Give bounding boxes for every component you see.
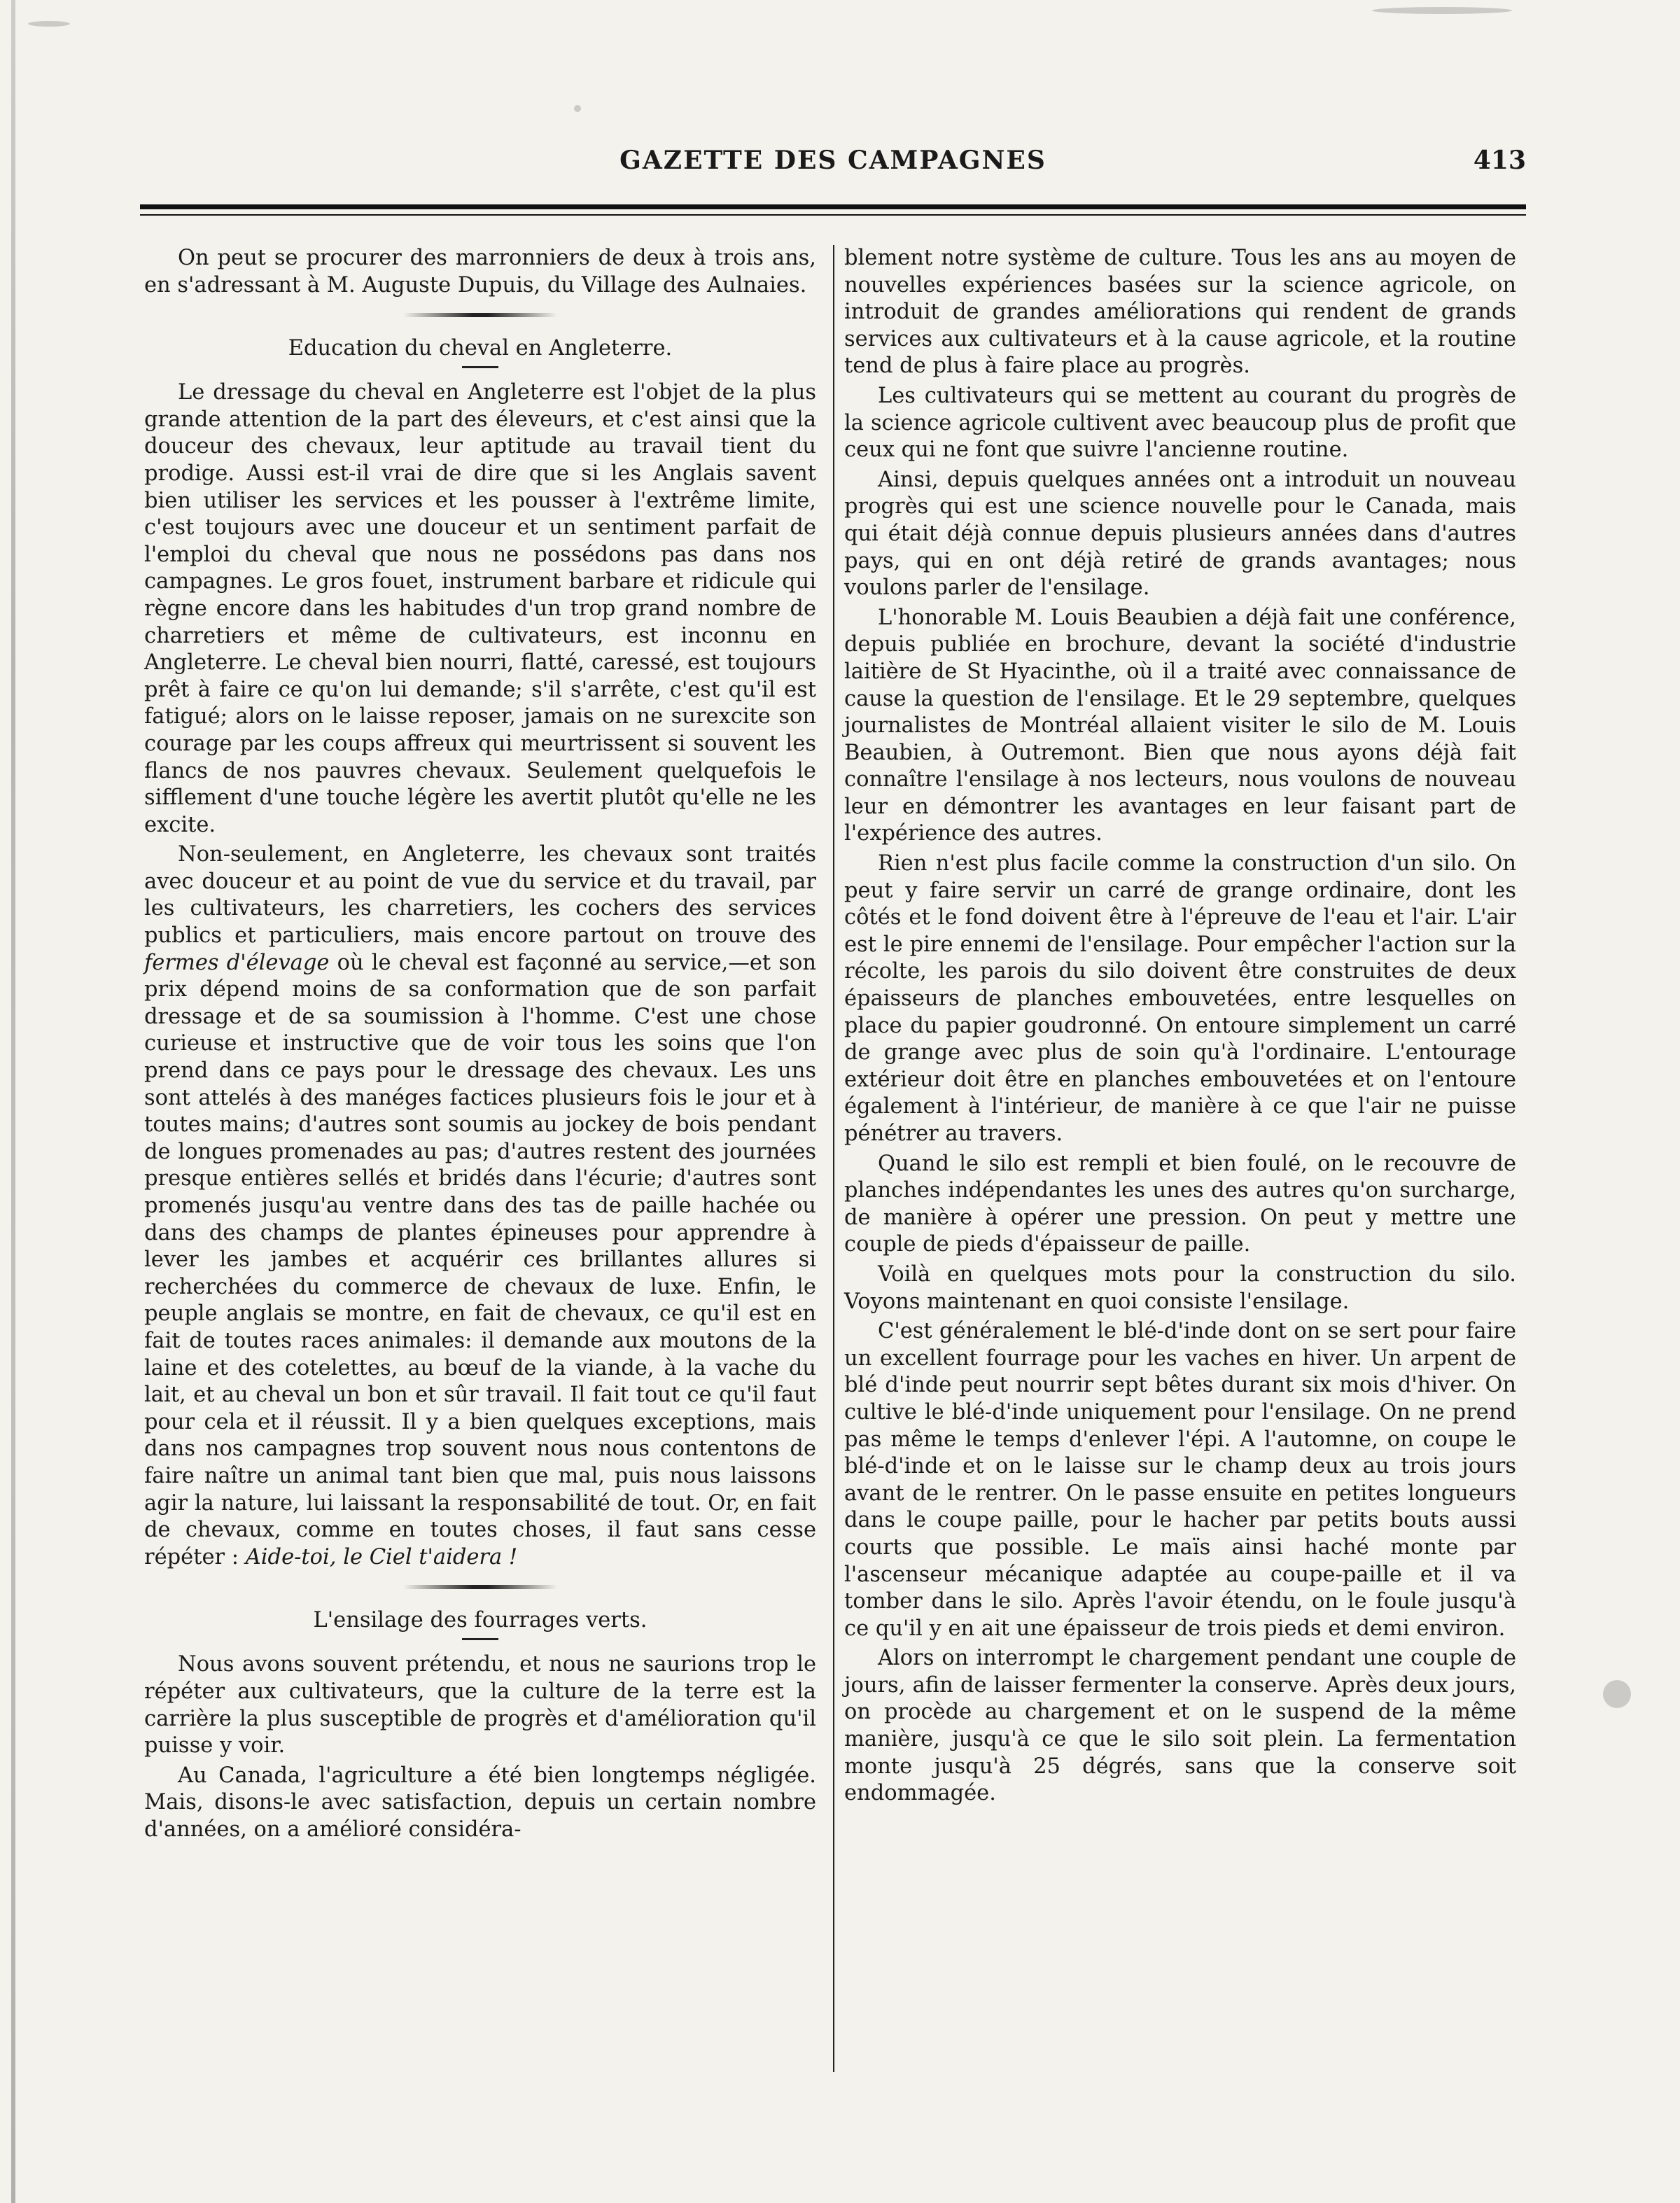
column-divider	[833, 245, 834, 2072]
paragraph: Au Canada, l'agriculture a été bien longtemps négligée. Mais, disons-le avec satisfaction, depuis un certain nombre d'années, on a amélioré considéra-	[144, 1763, 816, 1842]
header-rule	[140, 204, 1526, 209]
print-noise	[1372, 7, 1512, 14]
paragraph: blement notre système de culture. Tous les ans au moyen de nouvelles expériences basées sur la science agricole, on introduit de grandes améliorations qui rendent de grands services aux cultivateurs et à la cause agricole, et la routine tend de plus à faire place au progrès.	[844, 246, 1516, 379]
title-dash	[462, 1638, 498, 1640]
text-run: Non-seulement, en Angleterre, les chevaux sont traités avec douceur et au point de vue du service et du travail, par les cultivateurs, les charretiers, les cochers des services publics et particuliers, mais encore partout on trouve des	[144, 842, 816, 949]
print-noise	[28, 21, 70, 27]
paragraph: Voilà en quelques mots pour la construction du silo. Voyons maintenant en quoi consiste l'ensilage.	[844, 1261, 1516, 1314]
paragraph: Le dressage du cheval en Angleterre est l'objet de la plus grande attention de la part des éleveurs, et c'est ainsi que la douceur des chevaux, leur aptitude au travail tient du prodige. Aussi est-il vrai de dire que si les Anglais savent bien utiliser les services et les pousser à l'extrême limite, c'est toujours avec une douceur et un sentiment parfait de l'emploi du cheval que nous ne possédons pas dans nos campagnes. Le gros fouet, instrument barbare et ridicule qui règne encore dans les habitudes d'un trop grand nombre de charretiers et même de cultivateurs, est inconnu en Angleterre. Le cheval bien nourri, flatté, caressé, est toujours prêt à faire ce qu'on lui demande; s'il s'arrête, c'est qu'il est fatigué; alors on le laisse reposer, jamais on ne surexcite son courage par les coups affreux qui meurtrissent si souvent les flancs de nos pauvres chevaux. Seulement quelquefois le sifflement d'une touche légère les avertit plutôt qu'elle ne les excite.	[144, 380, 816, 837]
paragraph	[144, 841, 816, 1571]
paragraph: C'est généralement le blé-d'inde dont on se sert pour faire un excellent fourrage pour les vaches en hiver. Un arpent de blé d'inde peut nourrir sept bêtes durant six mois d'hiver. On cultive le blé-d'inde uniquement pour l'ensilage. On ne prend pas même le temps d'enlever l'épi. A l'automne, on coupe le blé-d'inde et on le laisse sur le champ deux au trois jours avant de le rentrer. On le passe ensuite en petites longueurs dans le coupe paille, pour le hacher par petits bouts aussi courts que possible. Le maïs ainsi haché monte par l'ascenseur mécanique adaptée au coupe-paille et il va tomber dans le silo. Après l'avoir étendu, on le foule jusqu'à ce qu'il y en ait une épaisseur de trois pieds et demi environ.	[844, 1319, 1516, 1641]
title-dash	[462, 366, 498, 368]
emphasis: fermes d'élevage	[144, 950, 330, 975]
page-header	[140, 140, 1526, 182]
left-column	[144, 245, 816, 1846]
paragraph: Ainsi, depuis quelques années ont a introduit un nouveau progrès qui est une science nouvelle pour le Canada, mais qui était déjà connue depuis plusieurs années dans d'autres pays, qui en ont déjà retiré de grands avantages; nous voulons parler de l'ensilage.	[844, 467, 1516, 601]
section-ornament	[403, 1585, 557, 1589]
section-title-ensilage: L'ensilage des fourrages verts.	[313, 1608, 648, 1633]
motto: Aide-toi, le Ciel t'aidera !	[245, 1544, 518, 1569]
publication-title: GAZETTE DES CAMPAGNES	[620, 146, 1046, 175]
page-edge	[11, 0, 15, 2203]
paragraph: Quand le silo est rempli et bien foulé, on le recouvre de planches indépendantes les unes des autres qu'on surcharge, de manière à opérer une pression. On peut y mettre une couple de pieds d'épaisseur de paille.	[844, 1151, 1516, 1257]
print-noise	[1603, 1680, 1631, 1708]
paragraph: Rien n'est plus facile comme la construction d'un silo. On peut y faire servir un carré de grange ordinaire, dont les côtés et le fond doivent être à l'épreuve de l'eau et l'air. L'air est le pire ennemi de l'ensilage. Pour empêcher l'action sur la récolte, les parois du silo doivent être construites de deux épaisseurs de planches embouvetées, entre lesquelles on place du papier goudronné. On entoure simplement un carré de grange avec plus de soin qu'à l'ordinaire. L'entourage extérieur doit être en planches embouvetées et on l'entoure également à l'intérieur, de manière à ce que l'air ne puisse pénétrer au travers.	[844, 851, 1516, 1146]
print-noise	[574, 105, 581, 112]
text-run: où le cheval est façonné au service,—et son prix dépend moins de sa conformation que de son parfait dressage et de sa soumission à l'homme. C'est une chose curieuse et instructive que de voir tous les soins que l'on prend dans ce pays pour le dressage des chevaux. Les uns sont attelés à des manéges factices plusieurs fois le jour et à toutes mains; d'autres sont soumis au jockey de bois pendant de longues promenades au pas; d'autres restent des journées presque entières sellés et bridés dans l'écurie; d'autres sont promenés jusqu'au ventre dans des tas de paille hachée ou dans des champs de plantes épineuses pour apprendre à lever les jambes et acquérir ces brillantes allures si recherchées du commerce de chevaux de luxe. Enfin, le peuple anglais se montre, en fait de chevaux, ce qu'il est en fait de toutes races animales: il demande aux moutons de la laine et des cotelettes, au bœuf de la viande, à la vache du lait, et au cheval un bon et sûr travail. Il fait tout ce qu'il faut pour cela et il réussit. Il y a bien quelques exceptions, mais dans nos campagnes trop souvent nous nous contentons de faire naître un animal tant bien que mal, puis nous laissons agir la nature, lui laissant la responsabilité de tout. Or, en fait de chevaux, comme en toutes choses, il faut sans cesse répéter :	[144, 950, 816, 1569]
paragraph: Alors on interrompt le chargement pendant une couple de jours, afin de laisser fermenter la conserve. Après deux jours, on procède au chargement et on le suspend de la même manière, jusqu'à ce que le silo soit plein. La fermentation monte jusqu'à 25 dégrés, sans que la conserve soit endommagée.	[844, 1646, 1516, 1806]
header-rule-thin	[140, 214, 1526, 216]
paragraph: Nous avons souvent prétendu, et nous ne saurions trop le répéter aux cultivateurs, que la culture de la terre est la carrière la plus susceptible de progrès et d'amélioration qu'il puisse y voir.	[144, 1652, 816, 1758]
section-ornament	[403, 313, 557, 317]
paragraph: Les cultivateurs qui se mettent au courant du progrès de la science agricole cultivent avec beaucoup plus de profit que ceux qui ne font que suivre l'ancienne routine.	[844, 383, 1516, 463]
paragraph: L'honorable M. Louis Beaubien a déjà fait une conférence, depuis publiée en brochure, devant la société d'industrie laitière de St Hyacinthe, où il a traité avec connaissance de cause la question de l'ensilage. Et le 29 septembre, quelques journalistes de Montréal allaient visiter le silo de M. Louis Beaubien, à Outremont. Bien que nous ayons déjà fait connaître l'ensilage à nos lecteurs, nous voulons de nouveau leur en démontrer les avantages en leur faisant part de l'expérience des autres.	[844, 605, 1516, 846]
page-number: 413	[1473, 146, 1526, 175]
right-column	[844, 245, 1516, 1810]
intro-paragraph: On peut se procurer des marronniers de deux à trois ans, en s'adressant à M. Auguste Dupuis, du Village des Aulnaies.	[144, 246, 816, 298]
section-title-horse: Education du cheval en Angleterre.	[288, 336, 673, 361]
